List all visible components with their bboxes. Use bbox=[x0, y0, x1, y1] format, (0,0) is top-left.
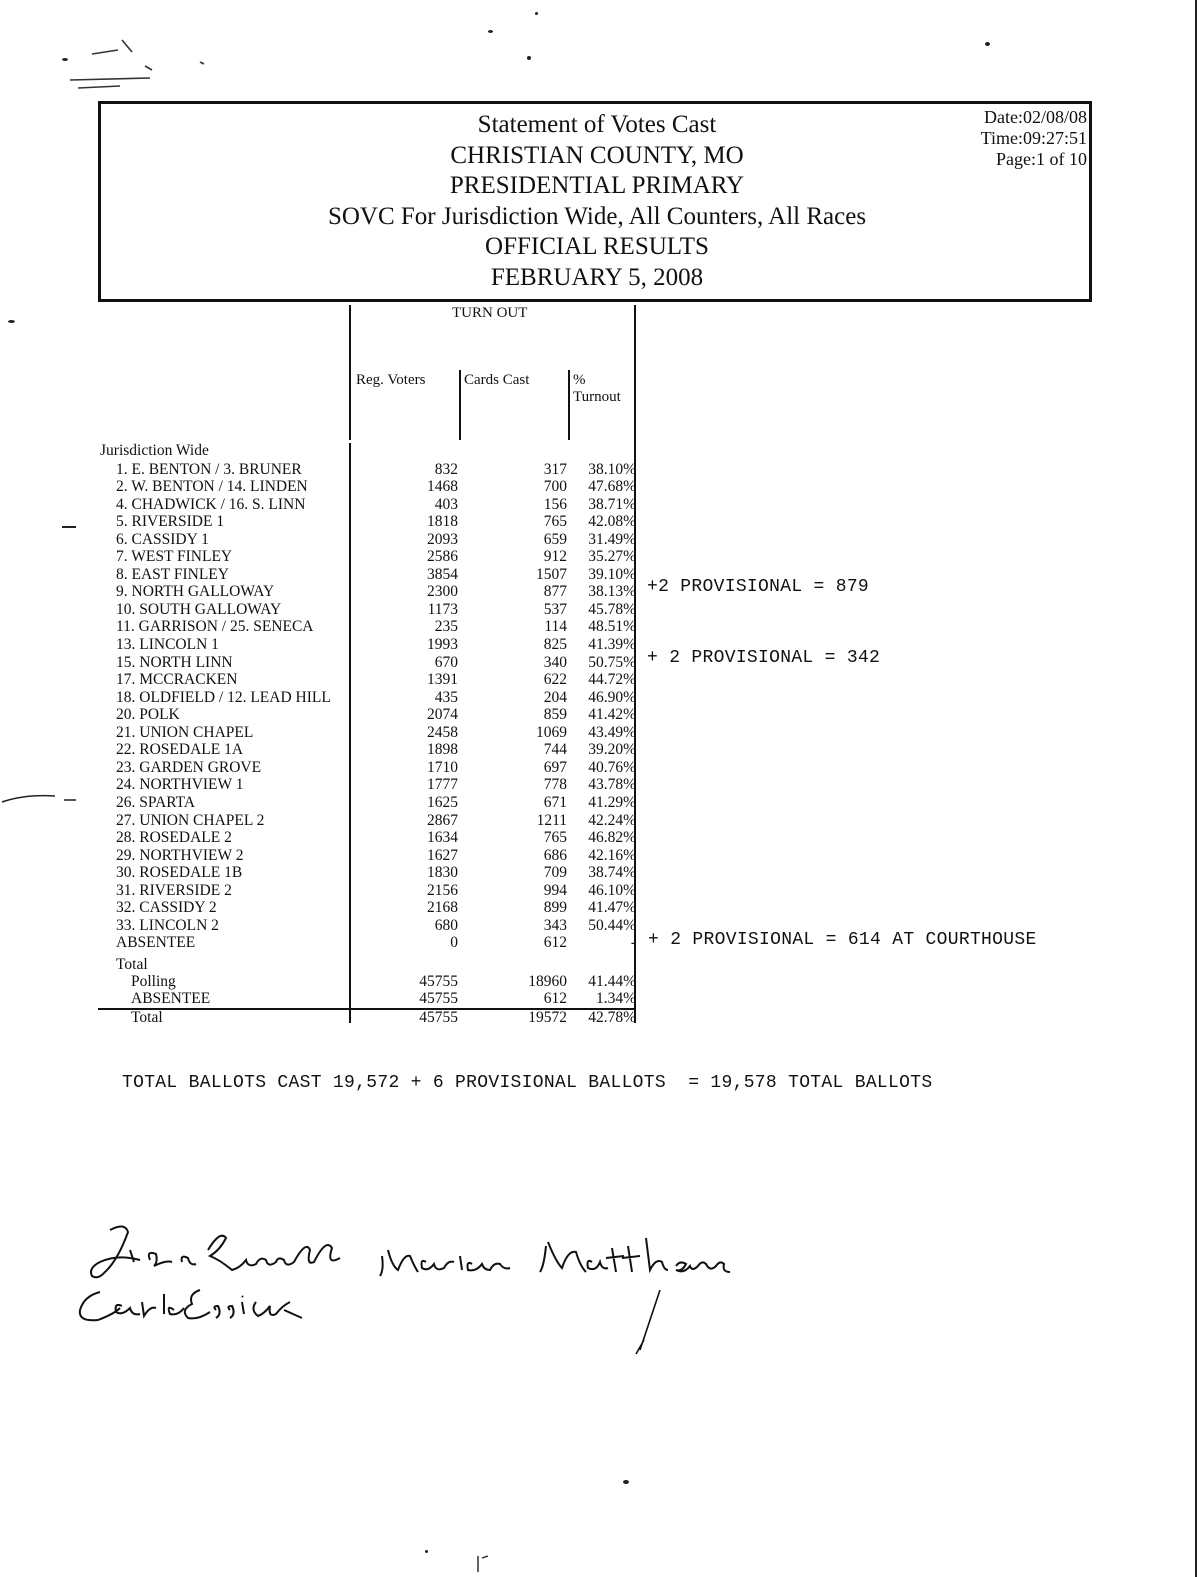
precinct-name: 11. GARRISON / 25. SENECA bbox=[116, 618, 314, 636]
signature-marian-matthews bbox=[70, 1210, 750, 1370]
precinct-name: 28. ROSEDALE 2 bbox=[116, 829, 232, 847]
precinct-reg-voters: 1625 bbox=[427, 793, 458, 811]
precinct-name: 1. E. BENTON / 3. BRUNER bbox=[116, 460, 302, 478]
precinct-name: 32. CASSIDY 2 bbox=[116, 899, 217, 917]
precinct-reg-voters: 2586 bbox=[427, 548, 458, 566]
precinct-name: 2. W. BENTON / 14. LINDEN bbox=[116, 478, 308, 496]
precinct-name: 21. UNION CHAPEL bbox=[116, 723, 254, 741]
precinct-reg-voters: 1777 bbox=[427, 776, 458, 794]
precinct-name: 6. CASSIDY 1 bbox=[116, 530, 209, 548]
precinct-turnout-pct: 38.13% bbox=[588, 583, 636, 601]
precinct-cards-cast: 765 bbox=[543, 513, 567, 531]
precinct-reg-voters: 2156 bbox=[427, 881, 458, 899]
precinct-name: 7. WEST FINLEY bbox=[116, 548, 233, 566]
scan-speck bbox=[985, 42, 990, 46]
precinct-cards-cast: 765 bbox=[543, 829, 567, 847]
precinct-reg-voters: 680 bbox=[434, 916, 458, 934]
precinct-name: 29. NORTHVIEW 2 bbox=[116, 846, 244, 864]
precinct-turnout-pct: 46.90% bbox=[588, 688, 636, 706]
precinct-turnout-pct: 35.27% bbox=[588, 548, 636, 566]
total-ballots-note: TOTAL BALLOTS CAST 19,572 + 6 PROVISIONAL BALLOTS = 19,578 TOTAL BALLOTS bbox=[122, 1073, 933, 1093]
precinct-turnout-pct: 46.82% bbox=[588, 829, 636, 847]
precinct-reg-voters: 1634 bbox=[427, 829, 458, 847]
bottom-mark bbox=[470, 1552, 500, 1576]
precinct-name: 9. NORTH GALLOWAY bbox=[116, 583, 275, 601]
precinct-reg-voters: 1627 bbox=[427, 846, 458, 864]
precinct-name: 31. RIVERSIDE 2 bbox=[116, 881, 232, 899]
precinct-reg-voters: 3854 bbox=[427, 565, 458, 583]
precinct-reg-voters: 1898 bbox=[427, 741, 458, 759]
precinct-cards-cast: 612 bbox=[543, 934, 567, 952]
precinct-cards-cast: 204 bbox=[543, 688, 567, 706]
precinct-reg-voters: 832 bbox=[434, 460, 458, 478]
report-meta bbox=[981, 107, 1087, 170]
polling-label: Polling bbox=[131, 973, 176, 990]
signatures bbox=[70, 1210, 750, 1370]
precinct-cards-cast: 1211 bbox=[536, 811, 567, 829]
precinct-reg-voters: 2458 bbox=[427, 723, 458, 741]
precinct-cards-cast: 343 bbox=[543, 916, 567, 934]
precinct-name: ABSENTEE bbox=[116, 934, 196, 952]
precinct-reg-voters: 0 bbox=[450, 934, 458, 952]
precinct-reg-voters: 670 bbox=[434, 653, 458, 671]
polling-pct: 41.44% bbox=[588, 973, 636, 990]
grand-total-pct: 42.78% bbox=[588, 1009, 636, 1026]
precinct-name: 8. EAST FINLEY bbox=[116, 565, 229, 583]
table-divider-left bbox=[349, 305, 351, 440]
precinct-reg-voters: 1830 bbox=[427, 864, 458, 882]
precinct-turnout-pct: 46.10% bbox=[588, 881, 636, 899]
section-label: Jurisdiction Wide bbox=[100, 442, 209, 459]
precinct-turnout-pct: 50.44% bbox=[588, 916, 636, 934]
precinct-turnout-pct: 42.16% bbox=[588, 846, 636, 864]
scan-edge bbox=[1195, 0, 1197, 1577]
precinct-cards-cast: 912 bbox=[543, 548, 567, 566]
precinct-reg-voters: 1710 bbox=[427, 758, 458, 776]
precinct-name: 22. ROSEDALE 1A bbox=[116, 741, 244, 759]
scan-speck bbox=[8, 320, 15, 323]
precinct-cards-cast: 778 bbox=[543, 776, 567, 794]
precinct-turnout-pct: 40.76% bbox=[588, 758, 636, 776]
absentee-label: ABSENTEE bbox=[131, 990, 211, 1007]
precinct-reg-voters: 1993 bbox=[427, 636, 458, 653]
precinct-turnout-pct: 50.75% bbox=[588, 653, 636, 671]
precinct-turnout-pct: 38.71% bbox=[588, 495, 636, 513]
precinct-name: 4. CHADWICK / 16. S. LINN bbox=[116, 495, 306, 513]
precinct-turnout-pct: 41.29% bbox=[588, 793, 636, 811]
total-heading: Total bbox=[116, 956, 148, 973]
header-pct: % bbox=[573, 372, 586, 388]
precinct-name: 15. NORTH LINN bbox=[116, 653, 233, 671]
precinct-cards-cast: 899 bbox=[543, 899, 567, 917]
precinct-name: 13. LINCOLN 1 bbox=[116, 636, 219, 653]
precinct-turnout-pct: 41.47% bbox=[588, 899, 636, 917]
precinct-turnout-pct: 42.08% bbox=[588, 513, 636, 531]
precinct-reg-voters: 2093 bbox=[427, 530, 458, 548]
precinct-reg-voters: 2168 bbox=[427, 899, 458, 917]
report-title-line-2: CHRISTIAN COUNTY, MO bbox=[450, 141, 744, 169]
precinct-reg-voters: 1391 bbox=[427, 671, 458, 689]
precinct-cards-cast: 859 bbox=[543, 706, 567, 724]
header-cards-cast: Cards Cast bbox=[464, 372, 530, 388]
precinct-cards-cast: 537 bbox=[543, 600, 567, 618]
header-reg-voters: Reg. Voters bbox=[356, 372, 426, 388]
absentee-reg: 45755 bbox=[419, 990, 458, 1007]
precinct-cards-cast: 744 bbox=[543, 741, 567, 759]
precinct-turnout-pct: 44.72% bbox=[588, 671, 636, 689]
precinct-reg-voters: 2867 bbox=[427, 811, 458, 829]
precinct-cards-cast: 1069 bbox=[536, 723, 567, 741]
precinct-name: 5. RIVERSIDE 1 bbox=[116, 513, 225, 531]
precinct-reg-voters: 1173 bbox=[427, 600, 458, 618]
grand-total-cards: 19572 bbox=[528, 1009, 567, 1026]
precinct-cards-cast: 156 bbox=[543, 495, 567, 513]
report-page: Page:1 of 10 bbox=[996, 149, 1087, 169]
turnout-group-header: TURN OUT bbox=[452, 305, 528, 321]
precinct-name: 20. POLK bbox=[116, 706, 180, 724]
precinct-turnout-pct: 47.68% bbox=[588, 478, 636, 496]
scan-speck bbox=[425, 1550, 428, 1553]
precinct-turnout-pct: 45.78% bbox=[588, 600, 636, 618]
precinct-name: 18. OLDFIELD / 12. LEAD HILL bbox=[116, 688, 331, 706]
table-divider-left-body bbox=[349, 443, 351, 1023]
precinct-name: 30. ROSEDALE 1B bbox=[116, 864, 243, 882]
report-title-line-1: Statement of Votes Cast bbox=[477, 111, 717, 138]
report-header bbox=[98, 101, 1092, 302]
precinct-cards-cast: 671 bbox=[543, 793, 567, 811]
column-divider-pct bbox=[568, 370, 570, 440]
precinct-cards-cast: 317 bbox=[543, 460, 567, 478]
precinct-turnout-pct: 48.51% bbox=[588, 618, 636, 636]
precinct-turnout-pct: 38.10% bbox=[588, 460, 636, 478]
precinct-turnout-pct: 43.78% bbox=[588, 776, 636, 794]
scan-speck bbox=[62, 526, 76, 528]
report-title-line-6: FEBRUARY 5, 2008 bbox=[490, 263, 704, 291]
precinct-cards-cast: 709 bbox=[543, 864, 567, 882]
precinct-turnout-pct: 43.49% bbox=[588, 723, 636, 741]
provisional-note-north-galloway: +2 PROVISIONAL = 879 bbox=[647, 577, 870, 597]
report-title-block bbox=[101, 110, 1093, 293]
absentee-pct: 1.34% bbox=[595, 990, 636, 1007]
precinct-turnout-pct: 41.42% bbox=[588, 706, 636, 724]
column-divider-cards bbox=[459, 370, 461, 440]
report-title-line-4: SOVC For Jurisdiction Wide, All Counters, All Races bbox=[327, 202, 867, 230]
scan-scribble bbox=[0, 30, 220, 100]
precinct-name: 17. MCCRACKEN bbox=[116, 671, 238, 689]
polling-reg: 45755 bbox=[419, 973, 458, 990]
scan-speck bbox=[488, 30, 493, 33]
precinct-reg-voters: 1818 bbox=[427, 513, 458, 531]
precinct-cards-cast: 686 bbox=[543, 846, 567, 864]
header-turnout: Turnout bbox=[573, 389, 621, 405]
precinct-turnout-pct: 39.20% bbox=[588, 741, 636, 759]
precinct-cards-cast: 114 bbox=[544, 618, 567, 636]
scan-speck bbox=[527, 56, 531, 60]
precinct-name: 33. LINCOLN 2 bbox=[116, 916, 219, 934]
precinct-reg-voters: 235 bbox=[434, 618, 458, 636]
polling-cards: 18960 bbox=[528, 973, 567, 990]
precinct-name: 10. SOUTH GALLOWAY bbox=[116, 600, 282, 618]
precinct-turnout-pct: - bbox=[630, 934, 636, 952]
precinct-cards-cast: 700 bbox=[543, 478, 567, 496]
grand-total-reg: 45755 bbox=[419, 1009, 458, 1026]
precinct-name: 26. SPARTA bbox=[116, 793, 196, 811]
precinct-name: 23. GARDEN GROVE bbox=[116, 758, 262, 776]
precinct-turnout-pct: 38.74% bbox=[588, 864, 636, 882]
scan-speck bbox=[623, 1480, 629, 1484]
margin-mark bbox=[0, 790, 90, 810]
precinct-turnout-pct: 41.39% bbox=[588, 636, 636, 653]
provisional-note-north-linn: + 2 PROVISIONAL = 342 bbox=[647, 648, 881, 668]
precinct-cards-cast: 340 bbox=[543, 653, 567, 671]
report-date: Date:02/08/08 bbox=[984, 107, 1087, 127]
precinct-turnout-pct: 39.10% bbox=[588, 565, 636, 583]
precinct-cards-cast: 622 bbox=[543, 671, 567, 689]
precinct-reg-voters: 1468 bbox=[427, 478, 458, 496]
report-time: Time:09:27:51 bbox=[980, 128, 1087, 148]
report-title-line-3: PRESIDENTIAL PRIMARY bbox=[449, 172, 745, 199]
precinct-name: 27. UNION CHAPEL 2 bbox=[116, 811, 265, 829]
precinct-cards-cast: 877 bbox=[543, 583, 567, 601]
absentee-cards: 612 bbox=[543, 990, 567, 1007]
precinct-reg-voters: 2074 bbox=[427, 706, 458, 724]
precinct-reg-voters: 403 bbox=[434, 495, 458, 513]
precinct-cards-cast: 825 bbox=[543, 636, 567, 653]
precinct-cards-cast: 1507 bbox=[536, 565, 567, 583]
precinct-cards-cast: 697 bbox=[543, 758, 567, 776]
precinct-reg-voters: 2300 bbox=[427, 583, 458, 601]
scan-speck bbox=[535, 12, 538, 15]
provisional-note-absentee: + 2 PROVISIONAL = 614 AT COURTHOUSE bbox=[648, 930, 1037, 950]
precinct-name: 24. NORTHVIEW 1 bbox=[116, 776, 244, 794]
precinct-turnout-pct: 31.49% bbox=[588, 530, 636, 548]
report-title-line-5: OFFICIAL RESULTS bbox=[485, 233, 709, 260]
precinct-cards-cast: 994 bbox=[543, 881, 567, 899]
precinct-turnout-pct: 42.24% bbox=[588, 811, 636, 829]
grand-total-label: Total bbox=[131, 1009, 163, 1026]
precinct-cards-cast: 659 bbox=[543, 530, 567, 548]
precinct-reg-voters: 435 bbox=[434, 688, 458, 706]
